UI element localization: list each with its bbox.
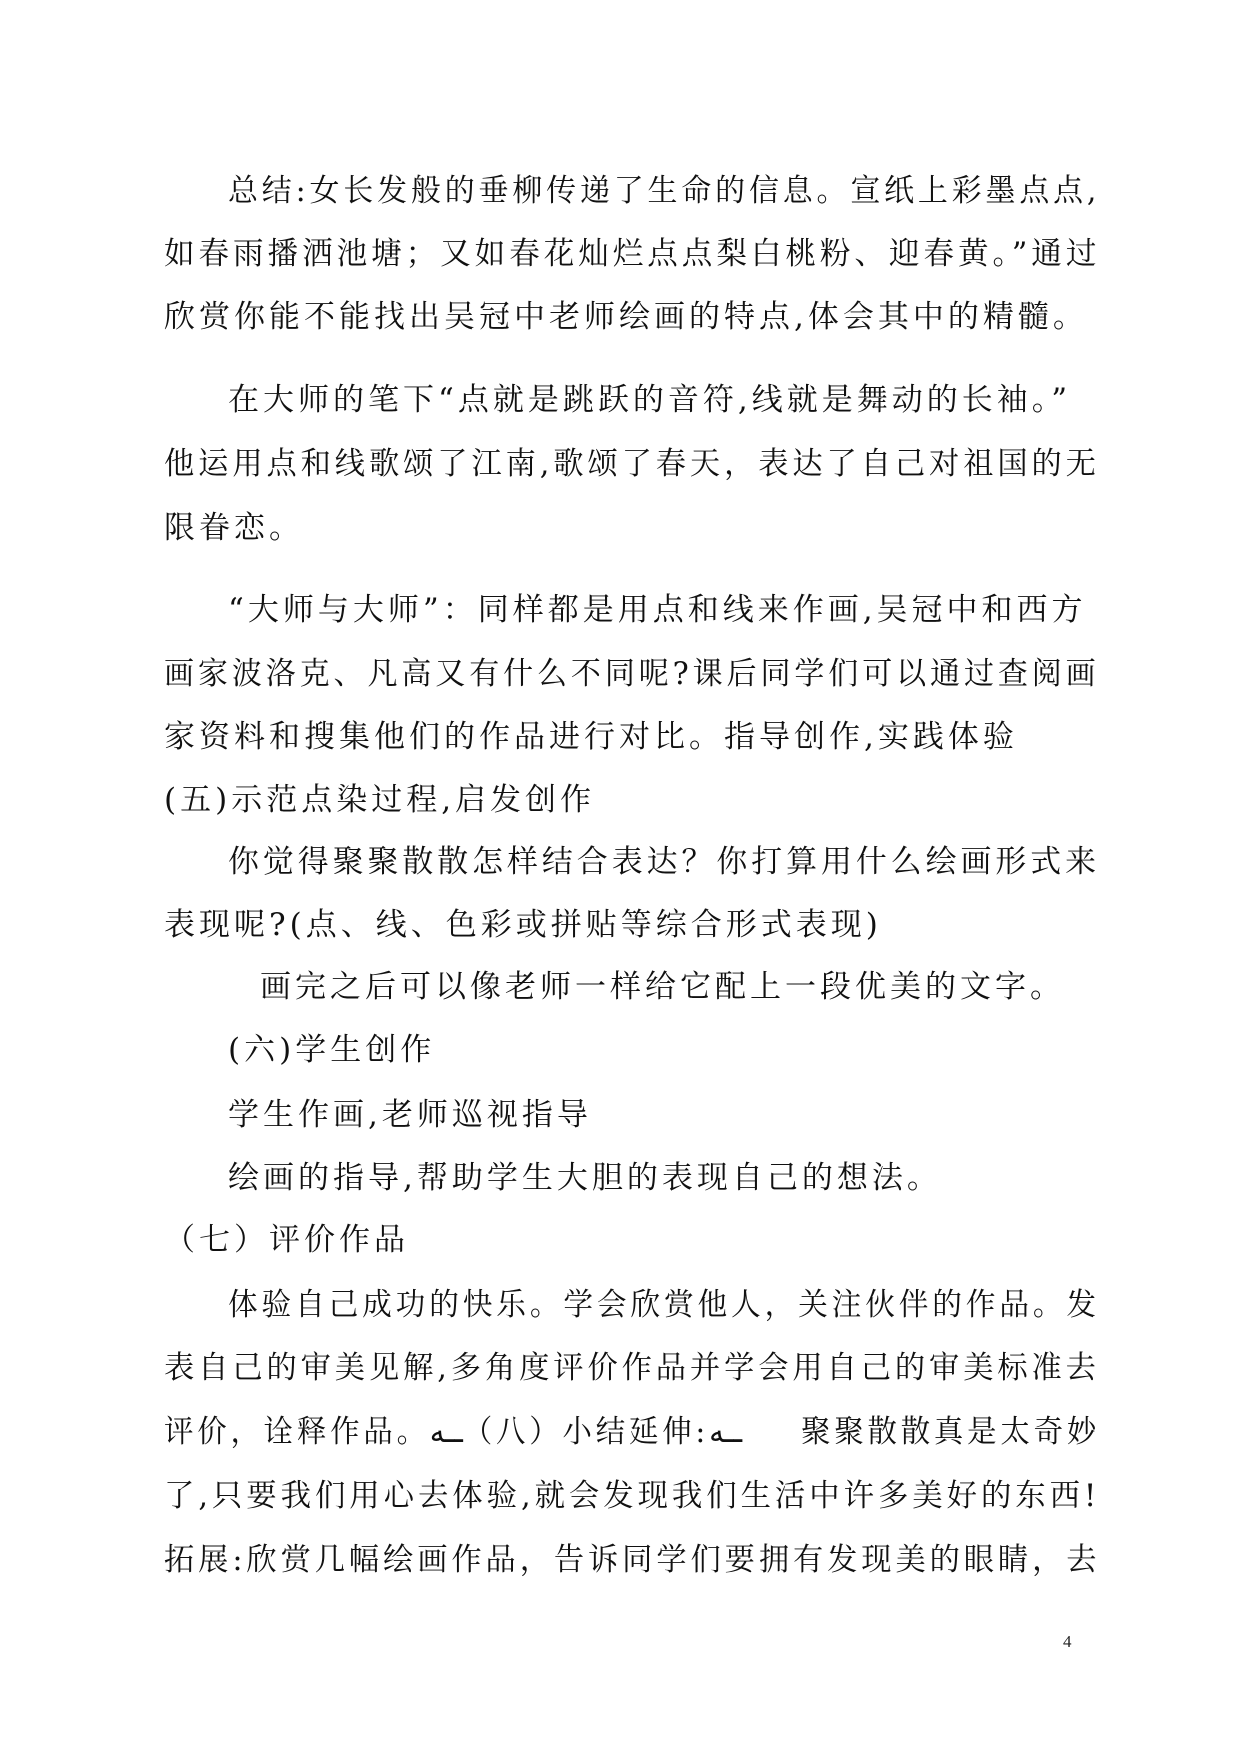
paragraph-line: “大师与大师”：同样都是用点和线来作画,吴冠中和西方 xyxy=(228,592,1087,628)
paragraph-line: 绘画的指导,帮助学生大胆的表现自己的想法。 xyxy=(228,1160,942,1196)
section-heading: （七）评价作品 xyxy=(164,1222,409,1258)
paragraph-line: 家资料和搜集他们的作品进行对比。指导创作,实践体验 xyxy=(164,719,1018,755)
page-number: 4 xyxy=(1063,1632,1072,1651)
paragraph-line: 拓展:欣赏几幅绘画作品，告诉同学们要拥有发现美的眼睛，去 xyxy=(164,1542,1101,1578)
paragraph-line: 表自己的审美见解,多角度评价作品并学会用自己的审美标准去 xyxy=(164,1350,1100,1386)
paragraph-line: 画完之后可以像老师一样给它配上一段优美的文字。 xyxy=(260,969,1065,1005)
paragraph-line: 了,只要我们用心去体验,就会发现我们生活中许多美好的东西! xyxy=(164,1478,1101,1514)
paragraph-line: 学生作画,老师巡视指导 xyxy=(228,1097,592,1133)
paragraph-line: 表现呢?(点、线、色彩或拼贴等综合形式表现) xyxy=(164,907,882,943)
paragraph-line: 他运用点和线歌颂了江南,歌颂了春天，表达了自己对祖国的无 xyxy=(164,446,1100,482)
paragraph-line: 画家波洛克、凡高又有什么不同呢?课后同学们可以通过查阅画 xyxy=(164,656,1100,692)
paragraph-line: 体验自己成功的快乐。学会欣赏他人，关注伙伴的作品。发 xyxy=(228,1287,1100,1323)
paragraph-line: 你觉得聚聚散散怎样结合表达？你打算用什么绘画形式来 xyxy=(228,844,1101,880)
paragraph-line: 在大师的笔下“点就是跳跃的音符,线就是舞动的长袖。” xyxy=(228,382,1072,418)
paragraph-line: 欣赏你能不能找出吴冠中老师绘画的特点,体会其中的精髓。 xyxy=(164,299,1088,335)
paragraph-line: 如春雨播洒池塘；又如春花灿烂点点梨白桃粉、迎春黄。”通过 xyxy=(164,236,1101,272)
paragraph-line: 评价，诠释作品。ــه（八）小结延伸:ــه 聚聚散散真是太奇妙 xyxy=(164,1414,1101,1450)
section-heading: (五)示范点染过程,启发创作 xyxy=(164,782,596,818)
paragraph-line: 限眷恋。 xyxy=(164,510,304,546)
section-heading: (六)学生创作 xyxy=(228,1032,436,1068)
paragraph-line: 总结:女长发般的垂柳传递了生命的信息。宣纸上彩墨点点, xyxy=(228,173,1101,209)
